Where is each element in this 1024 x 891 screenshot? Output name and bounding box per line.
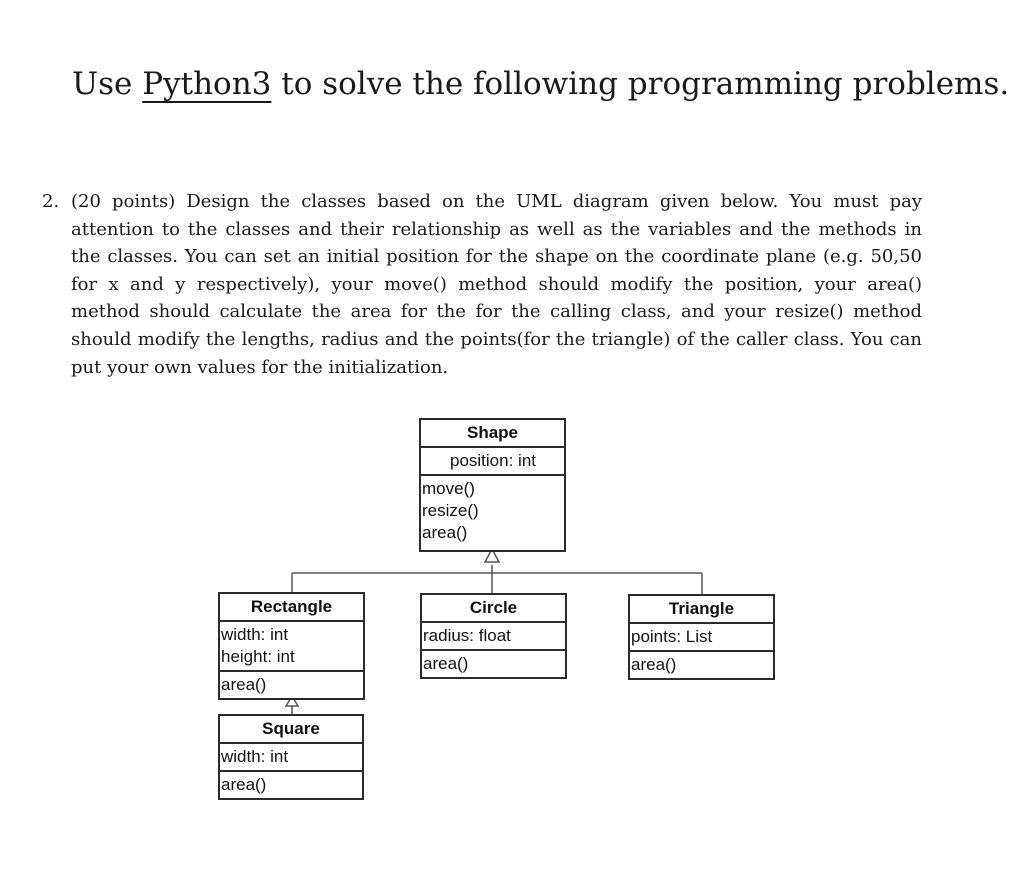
attribute-width: width: int [221, 625, 289, 644]
class-methods-shape [421, 476, 564, 550]
class-attributes-triangle [630, 624, 773, 652]
class-attributes-square [220, 744, 362, 772]
attribute-width: width: int [221, 747, 289, 766]
method-area: area() [631, 655, 677, 674]
method-resize: resize() [422, 501, 479, 520]
method-area: area() [423, 654, 469, 673]
class-attributes-shape [421, 448, 564, 476]
class-methods-rectangle [220, 672, 363, 698]
class-name-rectangle: Rectangle [220, 594, 363, 622]
attribute-height: height: int [221, 647, 295, 666]
attribute-radius: radius: float [423, 626, 511, 645]
method-move: move() [422, 479, 475, 498]
uml-class-rectangle [218, 592, 365, 700]
attribute-position: position: int [450, 451, 536, 470]
method-area: area() [221, 675, 267, 694]
class-attributes-rectangle [220, 622, 363, 672]
class-methods-square [220, 772, 362, 798]
class-name-square: Square [220, 716, 362, 744]
heading-prefix: Use [72, 66, 143, 102]
heading-python3-underlined: Python3 [142, 66, 272, 102]
uml-class-triangle [628, 594, 775, 680]
problem-text: (20 points) Design the classes based on the UML diagram given below. You must pay attention to the classes and their relationship as well as the variables and the methods in the classes. You can set an initial position for the shape on the coordinate plane (e.g. 50,50 for x and y respectively), your move() method should modify the position, your area() method should calculate the area for the for the calling class, and your resize() method should modify the lengths, radius and the points(for the triangle) of the caller class. You can put your own values for the initialization. [71, 191, 922, 378]
class-name-triangle: Triangle [630, 596, 773, 624]
class-name-shape: Shape [421, 420, 564, 448]
uml-class-square [218, 714, 364, 800]
method-area: area() [221, 775, 267, 794]
problem-number: 2. [42, 191, 60, 212]
class-methods-circle [422, 651, 565, 677]
attribute-points: points: List [631, 627, 713, 646]
class-attributes-circle [422, 623, 565, 651]
method-area: area() [422, 523, 468, 542]
uml-class-shape [419, 418, 566, 552]
heading-suffix: to solve the following programming problems. [271, 66, 1010, 102]
class-methods-triangle [630, 652, 773, 678]
class-name-circle: Circle [422, 595, 565, 623]
uml-class-circle [420, 593, 567, 679]
